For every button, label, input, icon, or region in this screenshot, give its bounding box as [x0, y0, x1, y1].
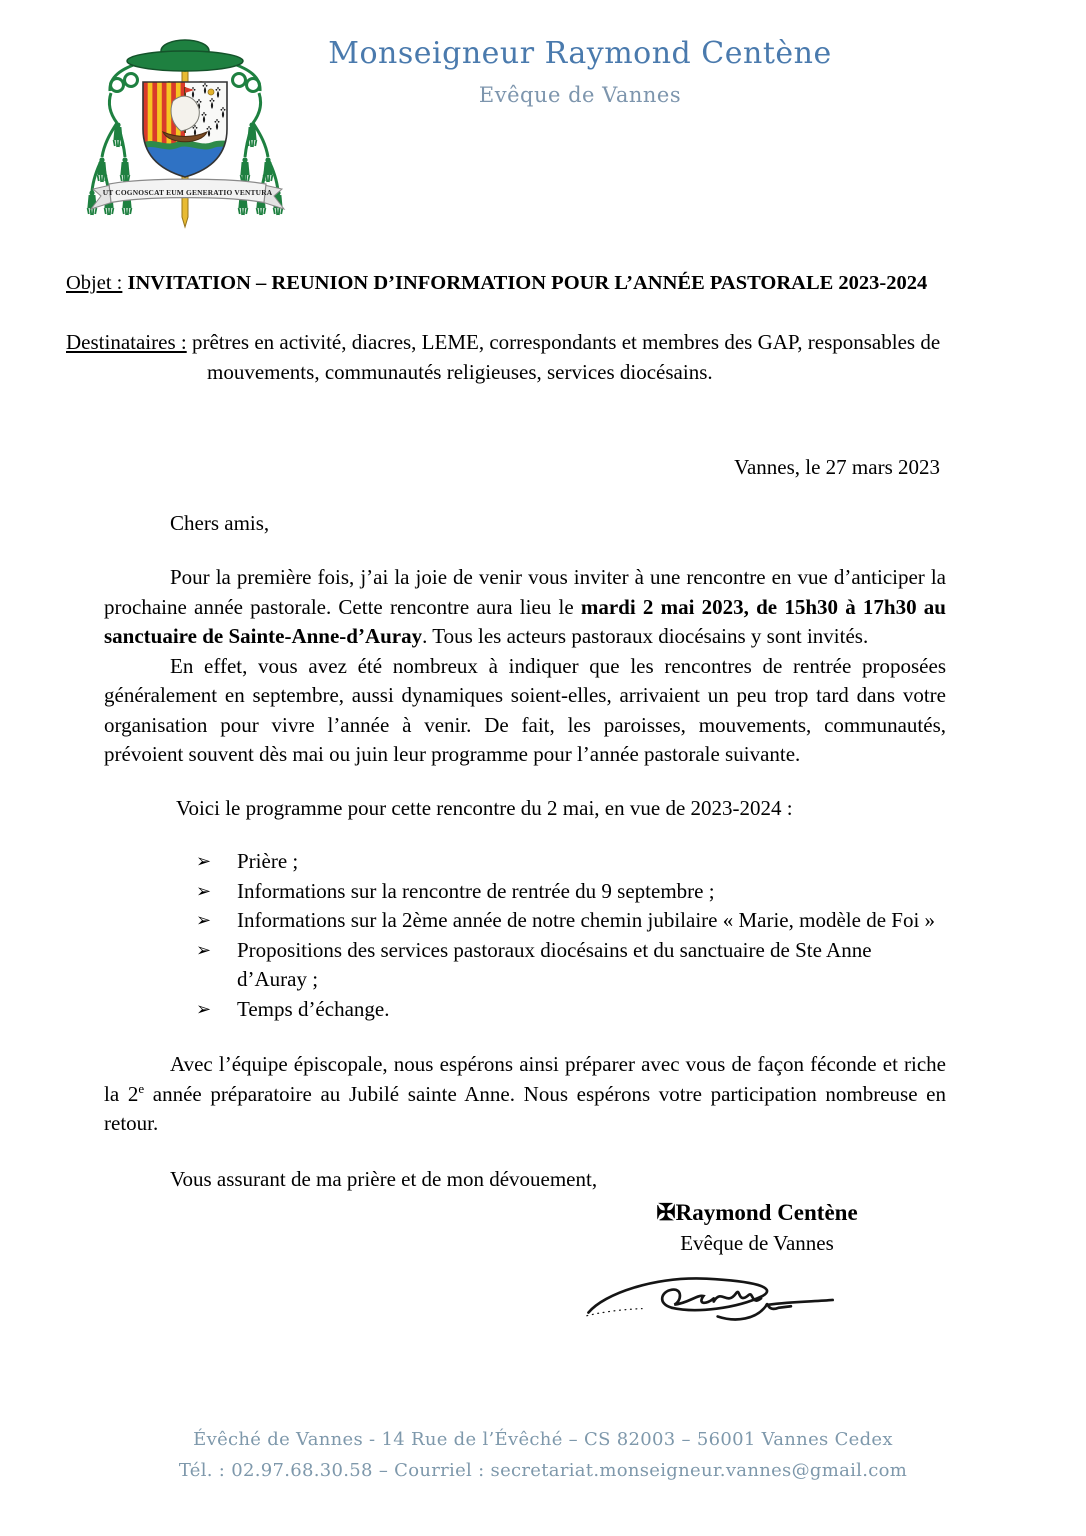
- valediction: Vous assurant de ma prière et de mon dévouement,: [170, 1166, 598, 1191]
- program-intro: Voici le programme pour cette rencontre du 2 mai, en vue de 2023-2024 :: [176, 795, 793, 820]
- list-item: [196, 847, 946, 877]
- recipients-label: Destinataires :: [66, 330, 187, 354]
- signatory-name-text: Raymond Centène: [675, 1200, 858, 1225]
- subject-text: INVITATION – REUNION D’INFORMATION POUR L’ANNÉE PASTORALE 2023-2024: [127, 272, 928, 294]
- motto-text: UT COGNOSCAT EUM GENERATIO VENTURA: [102, 188, 273, 197]
- letter-footer: [0, 1424, 1086, 1486]
- subject-line: [66, 272, 1046, 295]
- recipients-text: prêtres en activité, diacres, LEME, correspondants et membres des GAP, responsables de mouvements, communautés religieuses, services diocésains.: [191, 330, 941, 384]
- closing-superscript: e: [138, 1080, 145, 1096]
- footer-address: Évêché de Vannes - 14 Rue de l’Évêché – CS 82003 – 56001 Vannes Cedex: [193, 1429, 893, 1450]
- program-item-text: Prière ;: [237, 849, 299, 873]
- program-item-text: Propositions des services pastoraux diocésains et du sanctuaire de Ste Anne d’Auray ;: [237, 937, 872, 991]
- recipients-line: [66, 327, 956, 387]
- letterhead-name: Monseigneur Raymond Centène: [328, 36, 832, 71]
- signatory-title: Evêque de Vannes: [680, 1231, 834, 1255]
- p1-bold-text: mardi 2 mai 2023, de 15h30 à 17h30 au sanctuaire de Sainte-Anne-d’Auray: [104, 594, 946, 648]
- letter-body: [104, 563, 946, 1194]
- paragraph-invitation: [104, 563, 946, 652]
- closing-text-after: année préparatoire au Jubilé sainte Anne. Nous espérons votre participation nombreuse en retour.: [104, 1081, 947, 1135]
- salutation: Chers amis,: [170, 511, 270, 535]
- arrow-bullet-icon: ➢: [196, 939, 212, 961]
- paragraph-closing: [104, 1050, 946, 1139]
- handwritten-signature: [579, 1260, 839, 1332]
- arrow-bullet-icon: ➢: [196, 998, 212, 1020]
- list-item: [196, 936, 946, 995]
- shield: [143, 82, 227, 177]
- signature-block: [557, 1200, 957, 1337]
- program-item-text: Informations sur la rencontre de rentrée du 9 septembre ;: [237, 878, 715, 903]
- list-item: [196, 995, 946, 1025]
- galero-hat-icon: [127, 40, 243, 71]
- footer-contact: Tél. : 02.97.68.30.58 – Courriel : secretariat.monseigneur.vannes@gmail.com: [178, 1460, 908, 1481]
- coat-of-arms: [85, 25, 290, 230]
- program-item-text: Informations sur la 2ème année de notre chemin jubilaire « Marie, modèle de Foi »: [237, 908, 936, 932]
- arrow-bullet-icon: ➢: [196, 880, 212, 902]
- list-item: [196, 877, 946, 907]
- closing-text: Avec l’équipe épiscopale, nous espérons ainsi préparer avec vous de façon féconde et riche la 2: [104, 1052, 946, 1106]
- program-list: [104, 847, 946, 1024]
- p1-text: Pour la première fois, j’ai la joie de venir vous inviter à une rencontre en vue d’anticiper la prochaine année pastorale. Cette rencontre aura lieu le: [104, 565, 946, 619]
- arrow-bullet-icon: ➢: [196, 910, 212, 931]
- signatory-name: [557, 1200, 957, 1226]
- episcopal-cross-icon: ✠: [656, 1200, 676, 1225]
- p1-text-after: . Tous les acteurs pastoraux diocésains y sont invités.: [422, 624, 869, 648]
- list-item: [196, 906, 946, 936]
- letterhead: [320, 36, 840, 107]
- subject-label: Objet :: [66, 272, 123, 294]
- arrow-bullet-icon: ➢: [196, 851, 212, 872]
- dateline: Vannes, le 27 mars 2023: [734, 455, 940, 479]
- program-item-text: Temps d’échange.: [237, 996, 390, 1021]
- letterhead-role: Evêque de Vannes: [478, 83, 682, 107]
- paragraph-context: En effet, vous avez été nombreux à indiquer que les rencontres de rentrée proposées généralement en septembre, aussi dynamiques soient-elles, arrivaient un peu trop tard dans votre organisation pour vivre l’année à venir. De fait, les paroisses, mouvements, communautés, prévoient souvent dès mai ou juin leur programme pour l’année pastorale suivante.: [104, 653, 946, 766]
